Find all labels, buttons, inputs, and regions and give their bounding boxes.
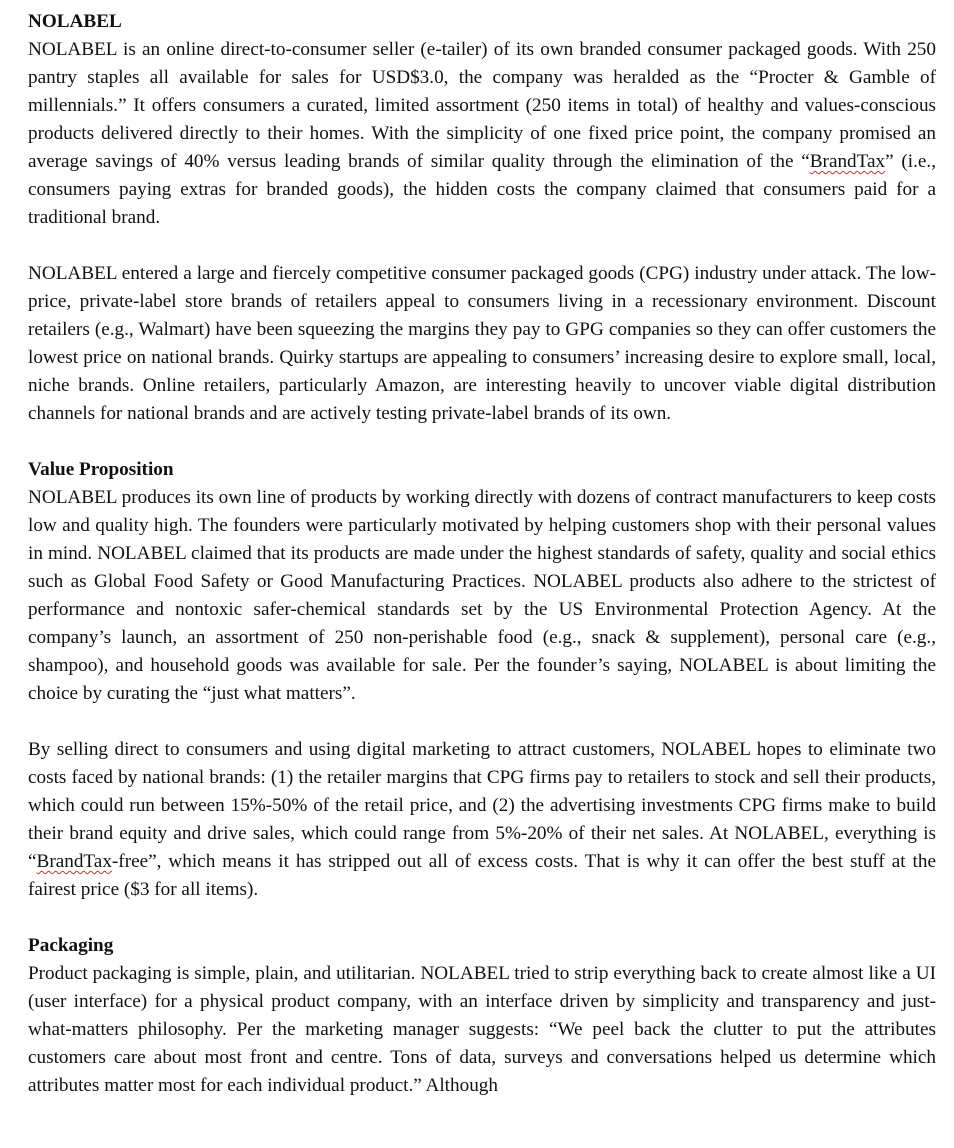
intro-p1-text-b: ” (i.e., consumers paying extras for branded goods), the hidden costs the company claimed that consumers paid for a traditional brand.: [28, 151, 936, 228]
paragraph-gap: [28, 428, 936, 456]
paragraph-gap: [28, 904, 936, 932]
vp-p2-text-a: By selling direct to consumers and using digital marketing to attract customers, NOLABEL hopes to eliminate two costs faced by national brands: (1) the retailer margins that CPG firms pay to retailers to stock and sell their products, which could run between 15%-50% of the retail price, and (2) the advertising investments CPG firms make to build their brand equity and drive sales, which could range from 5%-20% of their net sales. At NOLABEL, everything is “: [28, 739, 936, 872]
value-proposition-paragraph-1: NOLABEL produces its own line of products by working directly with dozens of contract manufacturers to keep costs low and quality high. The founders were particularly motivated by helping customers shop with their personal values in mind. NOLABEL claimed that its products are made under the highest standards of safety, quality and social ethics such as Global Food Safety or Good Manufacturing Practices. NOLABEL products also adhere to the strictest of performance and nontoxic safer-chemical standards set by the US Environmental Protection Agency. At the company’s launch, an assortment of 250 non-perishable food (e.g., snack & supplement), personal care (e.g., shampoo), and household goods was available for sale. Per the founder’s saying, NOLABEL is about limiting the choice by curating the “just what matters”.: [28, 487, 936, 704]
vp-p2-text-b: -free”, which means it has stripped out all of excess costs. That is why it can offer the best stuff at the fairest price ($3 for all items).: [28, 851, 936, 900]
spellcheck-flagged-word[interactable]: BrandTax: [36, 851, 112, 872]
intro-paragraph-2: NOLABEL entered a large and fiercely competitive consumer packaged goods (CPG) industry under attack. The low-price, private-label store brands of retailers appeal to consumers living in a recessionary environment. Discount retailers (e.g., Walmart) have been squeezing the margins they pay to GPG companies so they can offer customers the lowest price on national brands. Quirky startups are appealing to consumers’ increasing desire to explore small, local, niche brands. Online retailers, particularly Amazon, are interesting heavily to uncover viable digital distribution channels for national brands and are actively testing private-label brands of its own.: [28, 263, 936, 424]
intro-p1-text-a: NOLABEL is an online direct-to-consumer seller (e-tailer) of its own branded consumer packaged goods. With 250 pantry staples all available for sales for USD$3.0, the company was heralded as the “Procter & Gamble of millennials.” It offers consumers a curated, limited assortment (250 items in total) of healthy and values-conscious products delivered directly to their homes. With the simplicity of one fixed price point, the company promised an average savings of 40% versus leading brands of similar quality through the elimination of the “: [28, 39, 936, 172]
paragraph-gap: [28, 232, 936, 260]
packaging-heading: Packaging: [28, 935, 114, 956]
document-page: [28, 8, 936, 1100]
document-title: NOLABEL: [28, 11, 122, 32]
intro-paragraph-1: [28, 36, 936, 232]
paragraph-gap: [28, 708, 936, 736]
packaging-paragraph-1: Product packaging is simple, plain, and utilitarian. NOLABEL tried to strip everything back to create almost like a UI (user interface) for a physical product company, with an interface driven by simplicity and transparency and just-what-matters philosophy. Per the marketing manager suggests: “We peel back the clutter to put the attributes customers care about most front and centre. Tons of data, surveys and conversations helped us determine which attributes matter most for each individual product.” Although: [28, 963, 936, 1096]
spellcheck-flagged-word[interactable]: BrandTax: [809, 151, 886, 172]
value-proposition-heading: Value Proposition: [28, 459, 174, 480]
value-proposition-paragraph-2: [28, 736, 936, 904]
